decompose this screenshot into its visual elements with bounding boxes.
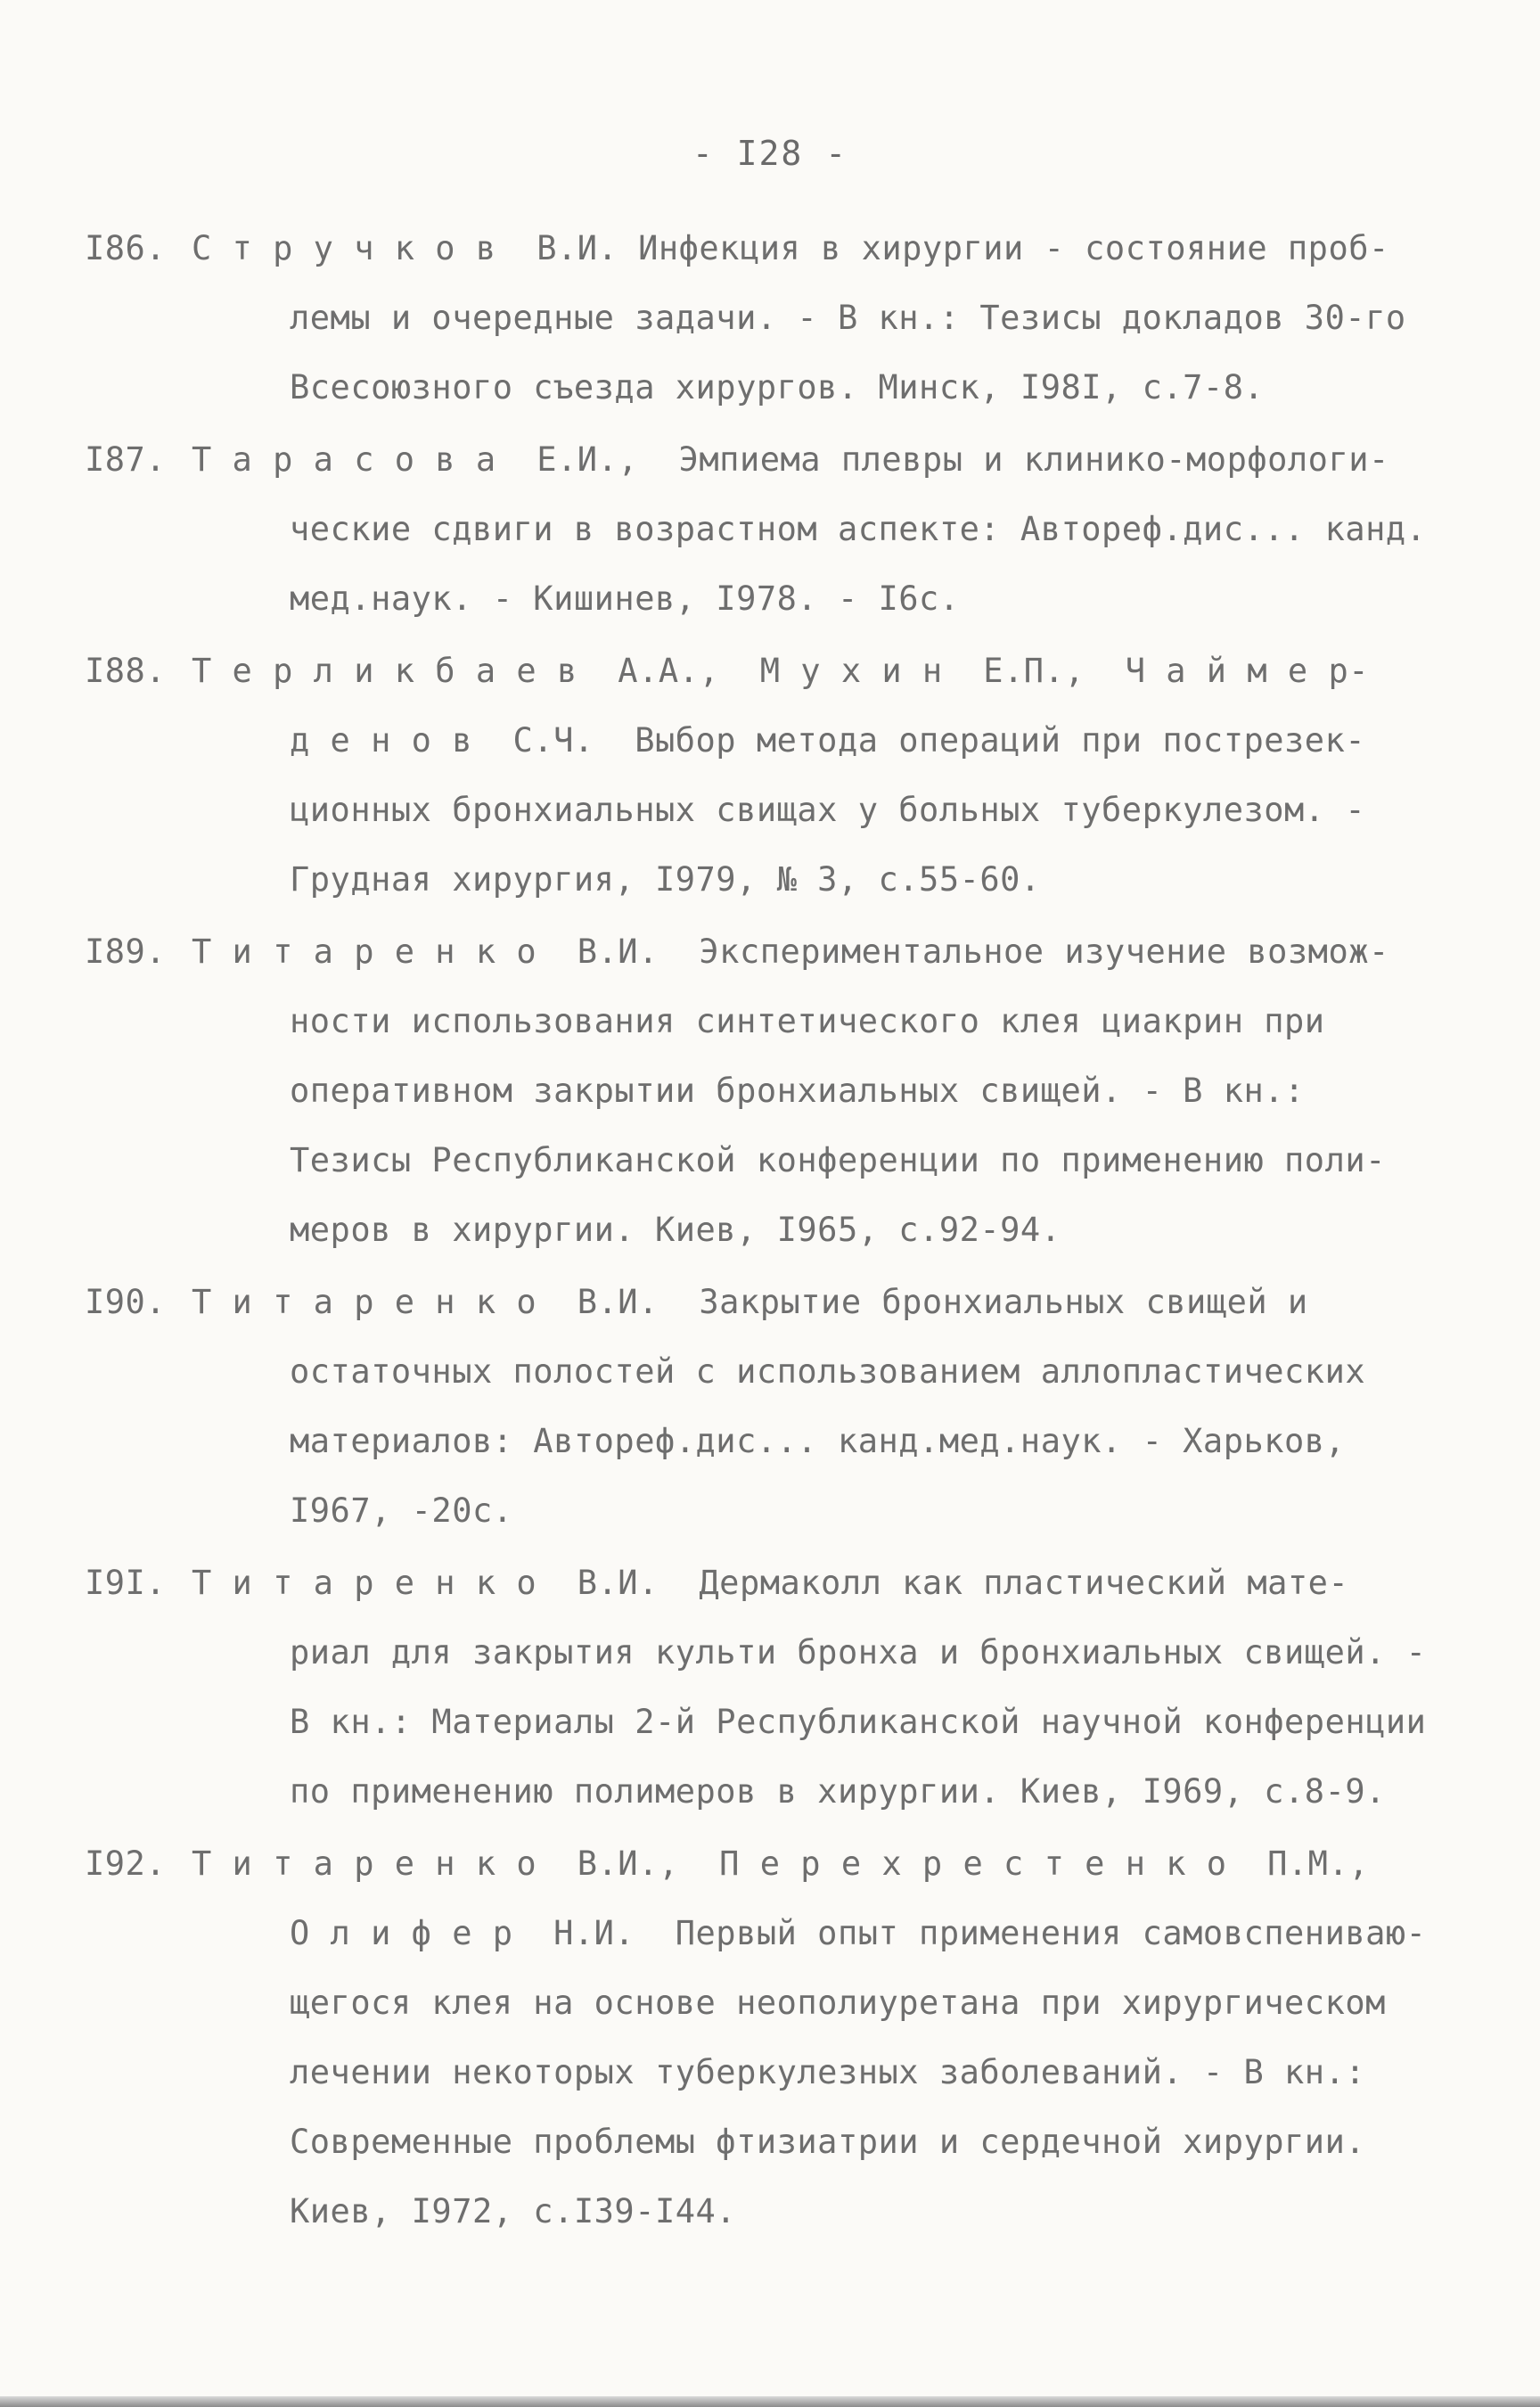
entry-text-line: мед.наук. - Кишинев, I978. - I6с. bbox=[290, 579, 960, 618]
entry-text-line: остаточных полостей с использованием аллопластических bbox=[290, 1352, 1366, 1391]
entry-text-line: С т р у ч к о в В.И. Инфекция в хирургии - состояние проб- bbox=[192, 229, 1389, 267]
bibliography-entry bbox=[85, 637, 1493, 915]
entry-text-line: Всесоюзного съезда хирургов. Минск, I98I, с.7-8. bbox=[290, 368, 1265, 407]
entry-first-line bbox=[85, 1829, 1493, 1899]
entry-text-line: ционных бронхиальных свищах у больных туберкулезом. - bbox=[290, 791, 1366, 829]
entry-text-line: лемы и очередные задачи. - В кн.: Тезисы докладов 30-го bbox=[290, 299, 1406, 337]
entry-text-line: ности использования синтетического клея циакрин при bbox=[290, 1002, 1325, 1040]
bibliography-entry bbox=[85, 425, 1493, 634]
entry-text-line: материалов: Автореф.дис... канд.мед.наук. - Харьков, bbox=[290, 1422, 1346, 1460]
entry-text-line: Тезисы Республиканской конференции по применению поли- bbox=[290, 1141, 1386, 1179]
bibliography-entry bbox=[85, 1549, 1493, 1827]
entry-text-line: Т и т а р е н к о В.И. Дермаколл как пластический мате- bbox=[192, 1564, 1349, 1602]
entry-first-line bbox=[85, 214, 1493, 283]
bibliography-list bbox=[85, 214, 1493, 2249]
scan-bottom-edge bbox=[0, 2396, 1540, 2407]
bibliography-entry bbox=[85, 917, 1493, 1265]
entry-first-line bbox=[85, 425, 1493, 495]
entry-text-line: ческие сдвиги в возрастном аспекте: Автореф.дис... канд. bbox=[290, 510, 1427, 548]
bibliography-entry bbox=[85, 1268, 1493, 1546]
entry-text-line: Современные проблемы фтизиатрии и сердечной хирургии. bbox=[290, 2123, 1366, 2161]
entry-text-line: Т и т а р е н к о В.И. Экспериментальное изучение возмож- bbox=[192, 932, 1389, 971]
entry-text-line: оперативном закрытии бронхиальных свищей. - В кн.: bbox=[290, 1072, 1305, 1110]
entry-text-line: О л и ф е р Н.И. Первый опыт применения самовспениваю- bbox=[290, 1914, 1427, 1952]
entry-first-line bbox=[85, 1549, 1493, 1618]
entry-text-line: Т а р а с о в а Е.И., Эмпиема плевры и клинико-морфологи- bbox=[192, 440, 1389, 479]
entry-first-line bbox=[85, 637, 1493, 706]
entry-number: I90. bbox=[85, 1283, 167, 1321]
entry-text-line: по применению полимеров в хирургии. Киев, I969, с.8-9. bbox=[290, 1772, 1386, 1811]
entry-number: I92. bbox=[85, 1844, 167, 1883]
bibliography-entry bbox=[85, 214, 1493, 423]
entry-text-line: щегося клея на основе неополиуретана при хирургическом bbox=[290, 1984, 1386, 2022]
entry-number: I86. bbox=[85, 229, 167, 267]
entry-first-line bbox=[85, 1268, 1493, 1337]
entry-text-line: В кн.: Материалы 2-й Республиканской научной конференции bbox=[290, 1703, 1427, 1741]
entry-text-line: Грудная хирургия, I979, № 3, с.55-60. bbox=[290, 860, 1041, 899]
entry-text-line: лечении некоторых туберкулезных заболеваний. - В кн.: bbox=[290, 2053, 1366, 2091]
entry-text-line: I967, -20с. bbox=[290, 1491, 513, 1530]
entry-first-line bbox=[85, 917, 1493, 987]
entry-text-line: Т и т а р е н к о В.И., П е р е х р е с т е н к о П.М., bbox=[192, 1844, 1370, 1883]
entry-text-line: д е н о в С.Ч. Выбор метода операций при пострезек- bbox=[290, 721, 1366, 760]
entry-number: I9I. bbox=[85, 1564, 167, 1602]
entry-text-line: риал для закрытия культи бронха и бронхиальных свищей. - bbox=[290, 1633, 1427, 1672]
entry-number: I89. bbox=[85, 932, 167, 971]
bibliography-entry bbox=[85, 1829, 1493, 2247]
entry-text-line: Т е р л и к б а е в А.А., М у х и н Е.П., Ч а й м е р- bbox=[192, 652, 1370, 690]
entry-number: I88. bbox=[85, 652, 167, 690]
entry-text-line: Т и т а р е н к о В.И. Закрытие бронхиальных свищей и bbox=[192, 1283, 1308, 1321]
entry-text-line: меров в хирургии. Киев, I965, с.92-94. bbox=[290, 1211, 1061, 1249]
entry-text-line: Киев, I972, с.I39-I44. bbox=[290, 2192, 737, 2230]
page-number: - I28 - bbox=[692, 134, 848, 173]
entry-number: I87. bbox=[85, 440, 167, 479]
